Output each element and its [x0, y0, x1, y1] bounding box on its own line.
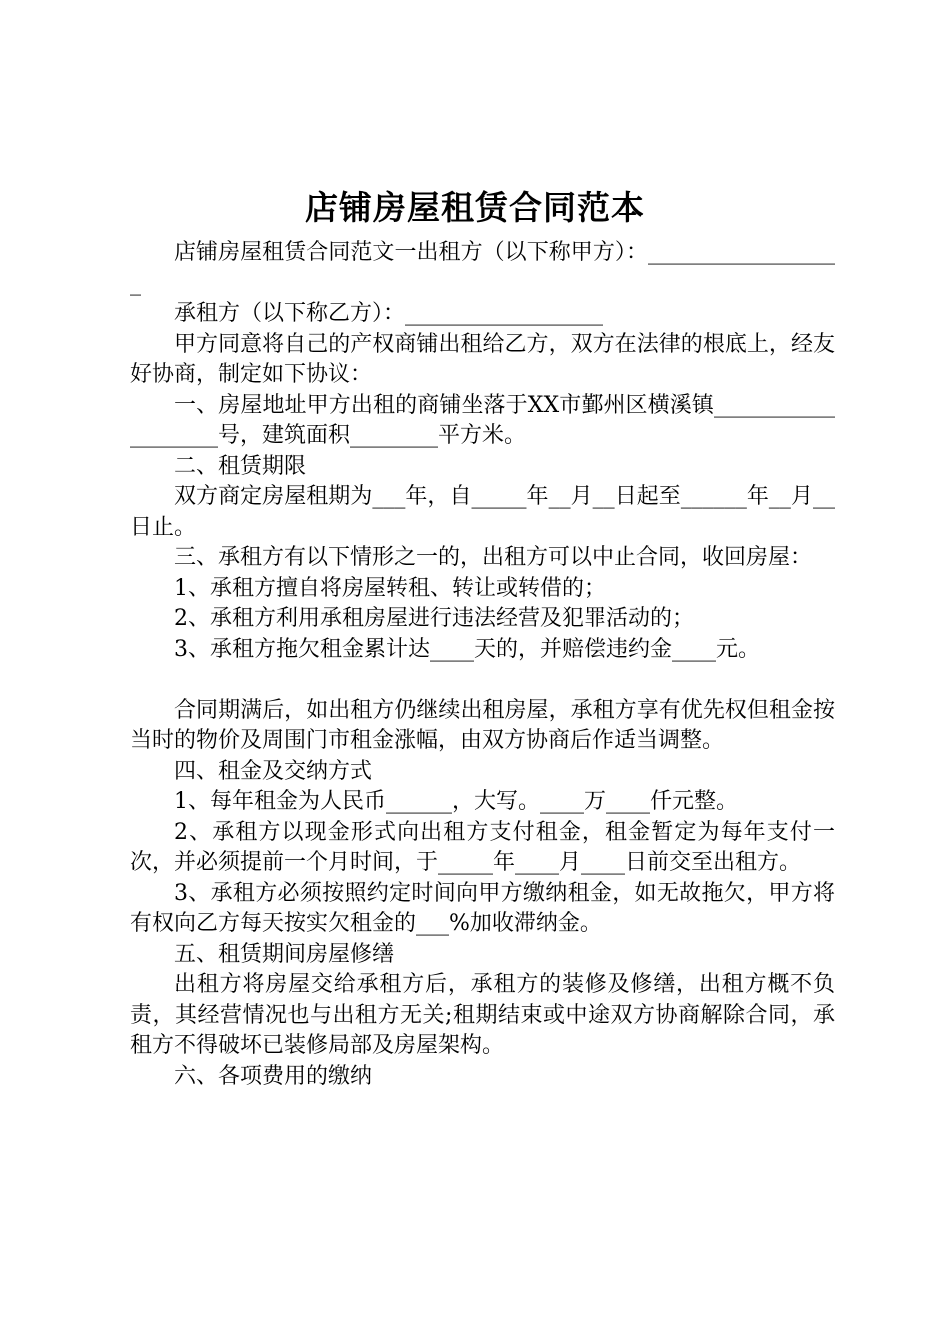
paragraph-spacer	[130, 665, 835, 696]
clause-4-item-3: 3、承租方必须按照约定时间向甲方缴纳租金，如无故拖欠，甲方将有权向乙方每天按实欠租金的___%加收滞纳金。	[130, 880, 835, 936]
paragraph-renewal: 合同期满后，如出租方仍继续出租房屋，承租方享有优先权但租金按当时的物价及周围门市租金涨幅，由双方协商后作适当调整。	[130, 697, 835, 753]
paragraph-lessee: 承租方（以下称乙方）：__________________	[174, 301, 604, 326]
clause-6-heading: 六、各项费用的缴纳	[174, 1063, 373, 1089]
clause-4-heading: 四、租金及交纳方式	[174, 758, 373, 784]
document-body	[130, 238, 835, 1092]
clause-4-item-2: 2、承租方以现金形式向出租方支付租金，租金暂定为每年支付一次，并必须提前一个月时间，于_____年____月____日前交至出租方。	[130, 819, 835, 875]
paragraph-lessor: 店铺房屋租赁合同范文一出租方（以下称甲方）：__________________	[130, 240, 835, 296]
clause-2-heading: 二、租赁期限	[174, 453, 307, 479]
clause-3-item-3: 3、承租方拖欠租金累计达____天的，并赔偿违约金____元。	[174, 636, 760, 662]
clause-2-term: 双方商定房屋租期为___年，自_____年__月__日起至______年__月__日止。	[130, 484, 835, 540]
clause-5-body: 出租方将房屋交给承租方后，承租方的装修及修缮，出租方概不负责，其经营情况也与出租方无关;租期结束或中途双方协商解除合同，承租方不得破坏已装修局部及房屋架构。	[130, 972, 835, 1058]
clause-3-heading: 三、承租方有以下情形之一的，出租方可以中止合同，收回房屋：	[174, 545, 813, 570]
document-title: 店铺房屋租赁合同范本	[305, 188, 645, 227]
clause-3-item-1: 1、承租方擅自将房屋转租、转让或转借的；	[174, 575, 606, 601]
clause-3-item-2: 2、承租方利用承租房屋进行违法经营及犯罪活动的；	[174, 606, 694, 631]
paragraph-agreement: 甲方同意将自己的产权商铺出租给乙方，双方在法律的根底上，经友好协商，制定如下协议：	[130, 331, 835, 387]
clause-5-heading: 五、租赁期间房屋修缮	[174, 941, 395, 967]
clause-1-address: 一、房屋地址甲方出租的商铺坐落于XX市鄞州区横溪镇___________________号，建筑面积________平方米。	[130, 392, 835, 448]
clause-4-item-1: 1、每年租金为人民币______，大写。____万____仟元整。	[174, 789, 738, 814]
